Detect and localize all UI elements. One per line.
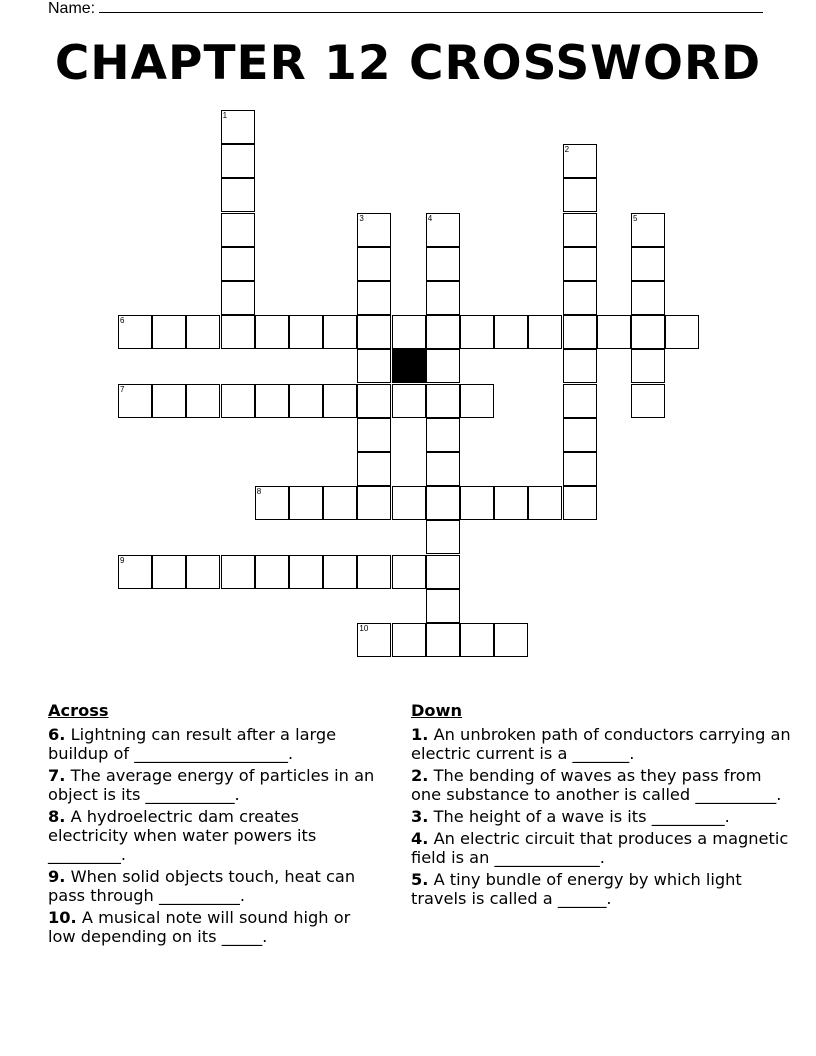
grid-cell[interactable] bbox=[357, 452, 391, 486]
clue-number: 1 bbox=[222, 111, 228, 120]
down-clues bbox=[411, 701, 791, 911]
grid-cell[interactable] bbox=[392, 555, 426, 589]
grid-cell[interactable] bbox=[426, 384, 460, 418]
grid-cell[interactable] bbox=[426, 281, 460, 315]
grid-cell[interactable] bbox=[255, 486, 289, 520]
clue-number: 10 bbox=[359, 624, 369, 633]
grid-cell[interactable] bbox=[563, 213, 597, 247]
clue-item-text: The bending of waves as they pass from one substance to another is called __________. bbox=[411, 766, 782, 804]
clue-item-text: An electric circuit that produces a magnetic field is an _____________. bbox=[411, 829, 789, 867]
clue-item-number: 5. bbox=[411, 870, 429, 889]
grid-cell[interactable] bbox=[528, 486, 562, 520]
grid-cell[interactable] bbox=[563, 315, 597, 349]
grid-cell[interactable] bbox=[631, 315, 665, 349]
clue-item bbox=[411, 870, 791, 908]
clue-number: 9 bbox=[120, 555, 125, 565]
grid-cell[interactable] bbox=[563, 452, 597, 486]
grid-cell[interactable] bbox=[357, 384, 391, 418]
grid-cell[interactable] bbox=[426, 349, 460, 383]
grid-cell[interactable] bbox=[426, 520, 460, 554]
grid-cell[interactable] bbox=[528, 315, 562, 349]
grid-cell[interactable] bbox=[221, 213, 255, 247]
clue-item bbox=[48, 766, 378, 804]
grid-cell[interactable] bbox=[357, 315, 391, 349]
grid-cell[interactable] bbox=[255, 384, 289, 418]
grid-cell[interactable] bbox=[118, 555, 152, 589]
grid-cell[interactable] bbox=[563, 486, 597, 520]
grid-cell[interactable] bbox=[221, 281, 255, 315]
grid-cell[interactable] bbox=[186, 555, 220, 589]
grid-cell[interactable] bbox=[221, 315, 255, 349]
grid-cell[interactable] bbox=[426, 315, 460, 349]
clue-number: 2 bbox=[564, 145, 570, 155]
grid-cell[interactable] bbox=[357, 281, 391, 315]
grid-cell[interactable] bbox=[563, 281, 597, 315]
grid-cell[interactable] bbox=[563, 384, 597, 418]
grid-cell[interactable] bbox=[631, 384, 665, 418]
grid-cell[interactable] bbox=[323, 555, 357, 589]
grid-cell[interactable] bbox=[563, 247, 597, 281]
across-clue-list bbox=[48, 725, 378, 946]
grid-cell[interactable] bbox=[255, 555, 289, 589]
clue-item-text: The average energy of particles in an object is its ___________. bbox=[48, 766, 375, 804]
grid-cell[interactable] bbox=[289, 486, 323, 520]
grid-cell[interactable] bbox=[221, 144, 255, 178]
name-label: Name: bbox=[48, 0, 96, 17]
clue-item-text: The height of a wave is its _________. bbox=[433, 807, 730, 826]
grid-cell[interactable] bbox=[460, 486, 494, 520]
clue-item-number: 9. bbox=[48, 867, 66, 886]
grid-cell[interactable] bbox=[323, 384, 357, 418]
grid-cell[interactable] bbox=[494, 315, 528, 349]
clue-item bbox=[48, 807, 378, 864]
grid-cell[interactable] bbox=[426, 623, 460, 657]
clue-number: 6 bbox=[120, 316, 125, 326]
grid-cell[interactable] bbox=[494, 486, 528, 520]
grid-cell[interactable] bbox=[665, 315, 699, 349]
grid-cell[interactable] bbox=[289, 555, 323, 589]
grid-cell[interactable] bbox=[460, 623, 494, 657]
grid-cell[interactable] bbox=[392, 384, 426, 418]
clue-item-number: 10. bbox=[48, 908, 77, 927]
grid-cell[interactable] bbox=[118, 315, 152, 349]
grid-cell[interactable] bbox=[357, 213, 391, 247]
grid-cell[interactable] bbox=[392, 623, 426, 657]
grid-cell[interactable] bbox=[426, 452, 460, 486]
grid-cell[interactable] bbox=[563, 144, 597, 178]
grid-cell[interactable] bbox=[392, 315, 426, 349]
name-field bbox=[48, 0, 763, 18]
clue-item-text: A hydroelectric dam creates electricity when water powers its _________. bbox=[48, 807, 317, 864]
grid-cell[interactable] bbox=[597, 315, 631, 349]
grid-cell[interactable] bbox=[152, 384, 186, 418]
clue-item bbox=[411, 829, 791, 867]
down-clue-list bbox=[411, 725, 791, 908]
grid-cell[interactable] bbox=[426, 247, 460, 281]
grid-cell[interactable] bbox=[426, 213, 460, 247]
clue-number: 3 bbox=[359, 213, 364, 223]
grid-cell[interactable] bbox=[426, 486, 460, 520]
across-heading: Across bbox=[48, 701, 109, 720]
grid-cell[interactable] bbox=[186, 384, 220, 418]
clue-item-number: 6. bbox=[48, 725, 66, 744]
grid-cell[interactable] bbox=[186, 315, 220, 349]
clue-item bbox=[48, 867, 378, 905]
grid-cell[interactable] bbox=[563, 349, 597, 383]
clue-item-number: 2. bbox=[411, 766, 429, 785]
grid-cell[interactable] bbox=[357, 623, 391, 657]
clue-number: 4 bbox=[427, 213, 433, 223]
clue-item bbox=[48, 908, 378, 946]
grid-cell[interactable] bbox=[631, 247, 665, 281]
clue-item-number: 3. bbox=[411, 807, 429, 826]
clue-item-number: 4. bbox=[411, 829, 429, 848]
clue-number: 5 bbox=[633, 213, 638, 223]
clue-item-text: Lightning can result after a large buildup of ___________________. bbox=[48, 725, 337, 763]
grid-cell[interactable] bbox=[118, 384, 152, 418]
clue-item bbox=[411, 766, 791, 804]
grid-cell[interactable] bbox=[357, 247, 391, 281]
down-heading: Down bbox=[411, 701, 463, 720]
grid-cell[interactable] bbox=[563, 178, 597, 212]
grid-cell[interactable] bbox=[255, 315, 289, 349]
grid-cell[interactable] bbox=[494, 623, 528, 657]
grid-cell[interactable] bbox=[152, 315, 186, 349]
across-clues bbox=[48, 701, 378, 949]
grid-cell[interactable] bbox=[392, 486, 426, 520]
grid-cell[interactable] bbox=[357, 555, 391, 589]
grid-cell[interactable] bbox=[426, 555, 460, 589]
grid-cell[interactable] bbox=[221, 555, 255, 589]
grid-cell[interactable] bbox=[631, 349, 665, 383]
grid-cell[interactable] bbox=[323, 486, 357, 520]
clue-item bbox=[411, 807, 791, 826]
grid-cell[interactable] bbox=[221, 110, 255, 144]
grid-cell[interactable] bbox=[460, 315, 494, 349]
clue-item-number: 7. bbox=[48, 766, 66, 785]
clue-item bbox=[48, 725, 378, 763]
grid-cell[interactable] bbox=[323, 315, 357, 349]
clue-item-text: When solid objects touch, heat can pass through __________. bbox=[48, 867, 356, 905]
clue-item-number: 1. bbox=[411, 725, 429, 744]
clue-item-text: A musical note will sound high or low depending on its _____. bbox=[48, 908, 351, 946]
grid-cell[interactable] bbox=[460, 384, 494, 418]
clue-number: 7 bbox=[120, 384, 125, 394]
grid-block bbox=[392, 349, 426, 383]
grid-cell[interactable] bbox=[563, 418, 597, 452]
grid-cell[interactable] bbox=[289, 384, 323, 418]
clue-item-text: A tiny bundle of energy by which light travels is called a ______. bbox=[411, 870, 742, 908]
grid-cell[interactable] bbox=[357, 418, 391, 452]
grid-cell[interactable] bbox=[426, 418, 460, 452]
clue-item bbox=[411, 725, 791, 763]
grid-cell[interactable] bbox=[357, 349, 391, 383]
grid-cell[interactable] bbox=[221, 384, 255, 418]
page-title: CHAPTER 12 CROSSWORD bbox=[54, 36, 762, 91]
grid-cell[interactable] bbox=[426, 589, 460, 623]
grid-cell[interactable] bbox=[221, 178, 255, 212]
grid-cell[interactable] bbox=[152, 555, 186, 589]
name-blank-line[interactable] bbox=[99, 0, 763, 13]
clue-number: 8 bbox=[256, 487, 262, 497]
grid-cell[interactable] bbox=[221, 247, 255, 281]
grid-cell[interactable] bbox=[357, 486, 391, 520]
grid-cell[interactable] bbox=[631, 281, 665, 315]
grid-cell[interactable] bbox=[631, 213, 665, 247]
clue-item-text: An unbroken path of conductors carrying an electric current is a _______. bbox=[411, 725, 791, 763]
grid-cell[interactable] bbox=[289, 315, 323, 349]
clue-item-number: 8. bbox=[48, 807, 66, 826]
